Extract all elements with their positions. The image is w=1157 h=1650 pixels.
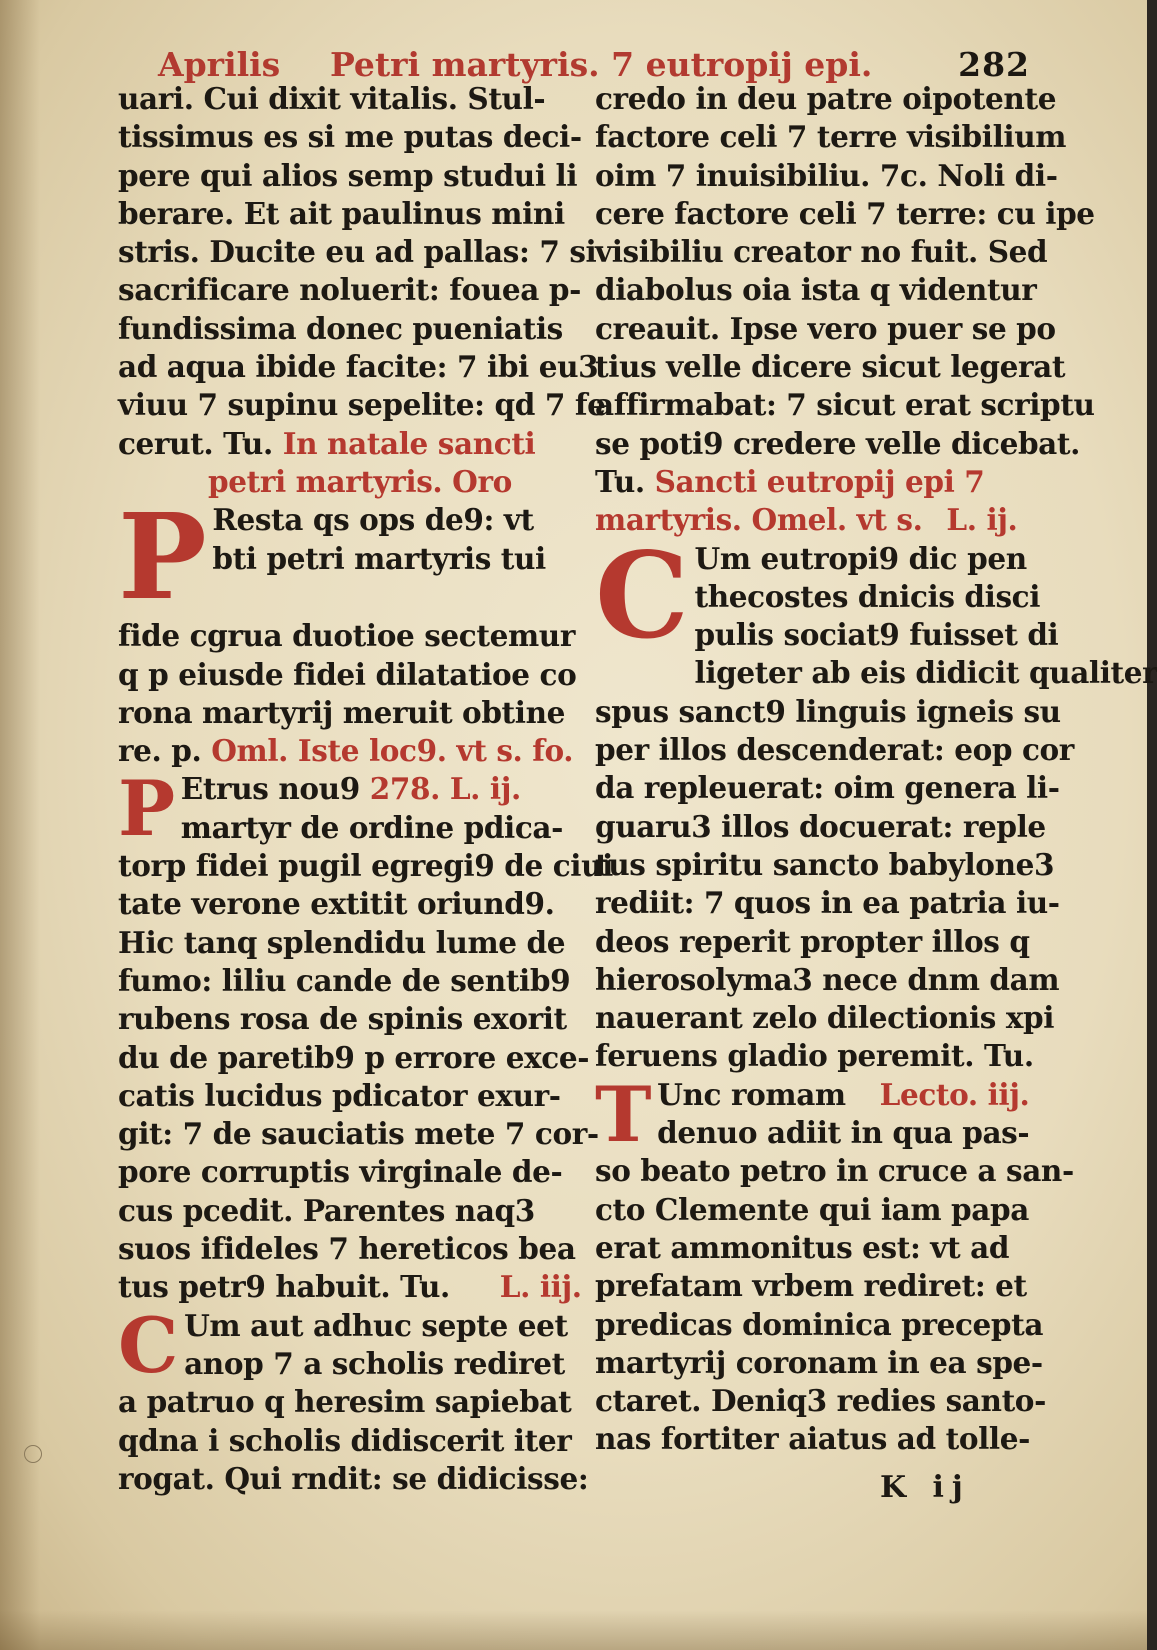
lesson-ref: 278. L. ij. — [369, 771, 521, 807]
text-line: feruens gladio peremit. Tu. — [595, 1038, 1034, 1074]
text-line: du de paretib9 p errore exce- — [118, 1039, 590, 1075]
text-line: pore corruptis virginale de- — [118, 1154, 563, 1190]
text-line: thecostes dnicis disci — [694, 578, 1041, 614]
text-line: cus pcedit. Parentes naq3 — [118, 1192, 535, 1228]
rubric-text: In natale sancti — [282, 425, 536, 461]
prayer-end: re. p. — [118, 733, 202, 769]
lesson-ref: L. ij. — [946, 502, 1018, 538]
rubric-start: Tu. — [595, 463, 645, 499]
text-line: sacrificare noluerit: fouea p- — [118, 272, 581, 308]
text-line: tus spiritu sancto babylone3 — [595, 846, 1055, 882]
left-column — [118, 80, 613, 1498]
lesson-block — [118, 764, 573, 854]
rubric-text: Sancti eutropij epi 7 — [654, 463, 985, 499]
text-line: uari. Cui dixit vitalis. Stul- — [118, 81, 546, 116]
text-line: fide cgrua duotioe sectemur — [118, 618, 575, 654]
text-line-end: tus petr9 habuit. Tu. — [118, 1269, 450, 1305]
text-line: q p eiusde fidei dilatatioe co — [118, 656, 577, 692]
text-line: ad aqua ibide facite: 7 ibi eu3 — [118, 349, 599, 385]
text-line: hierosolyma3 nece dnm dam — [595, 961, 1060, 997]
text-line: so beato petro in cruce a san- — [595, 1153, 1074, 1189]
lesson-ref: L. iij. — [499, 1269, 582, 1305]
pin-hole — [24, 1445, 42, 1463]
text-line: a patruo q heresim sapiebat — [118, 1384, 572, 1420]
text-line: fumo: liliu cande de sentib9 — [118, 962, 571, 998]
prayer-block — [118, 487, 577, 732]
drop-initial: C — [595, 525, 689, 665]
signature-mark: K ij — [880, 1470, 971, 1505]
text-line: berare. Et ait paulinus mini — [118, 195, 565, 231]
text-line: stris. Ducite eu ad pallas: 7 si — [118, 234, 597, 270]
lesson-block — [595, 525, 1059, 665]
text-line: tate verone extitit oriund9. — [118, 886, 555, 922]
text-line: affirmabat: 7 sicut erat scriptu — [595, 387, 1095, 423]
folio-number: 282 — [958, 45, 1030, 84]
drop-initial: P — [118, 764, 175, 854]
text-line: pulis sociat9 fuisset di — [694, 617, 1059, 653]
right-column — [595, 80, 1157, 1459]
text-line: catis lucidus pdicator exur- — [118, 1077, 561, 1113]
text-line: tissimus es si me putas deci- — [118, 119, 582, 155]
reference-text: Oml. Iste loc9. vt s. fo. — [211, 733, 574, 769]
rubric-line — [118, 425, 573, 463]
text-line: visibiliu creator no fuit. Sed — [595, 234, 1048, 270]
text-line: pere qui alios semp studui li — [118, 157, 578, 193]
rubric-line — [595, 501, 1050, 539]
text-line: da repleuerat: oim genera li- — [595, 770, 1060, 806]
drop-initial: C — [118, 1300, 179, 1390]
text-line: credo in deu patre oipotente — [595, 81, 1057, 116]
text-line: Hic tanq splendidu lume de — [118, 924, 566, 960]
drop-initial: P — [118, 487, 207, 627]
text-line: predicas dominica precepta — [595, 1306, 1044, 1342]
lesson-ref: Lecto. iij. — [879, 1076, 1030, 1112]
text-line: creauit. Ipse vero puer se po — [595, 310, 1056, 346]
text-line: viuu 7 supinu sepelite: qd 7 fe — [118, 387, 606, 423]
lesson-first: Etrus nou9 — [180, 771, 360, 807]
text-line: anop 7 a scholis rediret — [184, 1345, 565, 1381]
text-line — [118, 1268, 582, 1306]
text-line: diabolus oia ista q videntur — [595, 272, 1037, 308]
text-line: bti petri martyris tui — [212, 540, 546, 576]
text-line: Um aut adhuc septe eet — [184, 1307, 568, 1343]
text-line: fundissima donec pueniatis — [118, 310, 563, 346]
text-line: erat ammonitus est: vt ad — [595, 1229, 1010, 1265]
text-line: nauerant zelo dilectionis xpi — [595, 1000, 1055, 1036]
text-line: tius velle dicere sicut legerat — [595, 349, 1066, 385]
text-line: factore celi 7 terre visibilium — [595, 119, 1067, 155]
text-line: cto Clemente qui iam papa — [595, 1191, 1029, 1227]
text-line: Resta qs ops de9: vt — [212, 502, 534, 538]
text-line — [595, 1076, 1050, 1114]
text-line: martyr de ordine pdica- — [180, 809, 563, 845]
rubric-text: petri martyris. Oro — [208, 463, 512, 499]
text-line: ctaret. Deniq3 redies santo- — [595, 1383, 1046, 1419]
text-line: qdna i scholis didiscerit iter — [118, 1422, 572, 1458]
text-line: rogat. Qui rndit: se didicisse: — [118, 1460, 589, 1496]
text-line: rediit: 7 quos in ea patria iu- — [595, 885, 1060, 921]
lesson-first: Unc romam — [657, 1076, 846, 1112]
drop-initial: T — [595, 1069, 652, 1159]
text-line: nas fortiter aiatus ad tolle- — [595, 1421, 1030, 1457]
header-month: Aprilis — [158, 45, 281, 84]
text-line: Um eutropi9 dic pen — [694, 540, 1027, 576]
text-line: spus sanct9 linguis igneis su — [595, 693, 1061, 729]
text-line: cerut. Tu. — [118, 425, 273, 461]
text-line: git: 7 de sauciatis mete 7 cor- — [118, 1116, 599, 1152]
text-line: guaru3 illos docuerat: reple — [595, 808, 1046, 844]
text-line: ligeter ab eis didicit qualiter — [694, 655, 1157, 691]
header-title: Petri martyris. 7 eutropij epi. — [330, 45, 873, 84]
lesson-block — [595, 1069, 1050, 1159]
text-line — [118, 732, 573, 770]
text-line: martyrij coronam in ea spe- — [595, 1344, 1043, 1380]
text-line: cere factore celi 7 terre: cu ipe — [595, 195, 1095, 231]
text-line: deos reperit propter illos q — [595, 923, 1030, 959]
text-line: per illos descenderat: eop cor — [595, 732, 1074, 768]
text-line: oim 7 inuisibiliu. 7c. Noli di- — [595, 157, 1058, 193]
text-line: prefatam vrbem rediret: et — [595, 1268, 1027, 1304]
text-line: se poti9 credere velle dicebat. — [595, 425, 1080, 461]
lesson-block — [118, 1300, 573, 1390]
text-line: rubens rosa de spinis exorit — [118, 1001, 567, 1037]
text-line: rona martyrij meruit obtine — [118, 694, 566, 730]
text-line: denuo adiit in qua pas- — [657, 1115, 1030, 1151]
text-line: torp fidei pugil egregi9 de ciui — [118, 848, 613, 884]
rubric-line — [595, 463, 1050, 501]
rubric-text: martyris. Omel. vt s. — [595, 502, 923, 538]
text-line — [118, 770, 573, 808]
text-line: suos ifideles 7 hereticos bea — [118, 1231, 576, 1267]
